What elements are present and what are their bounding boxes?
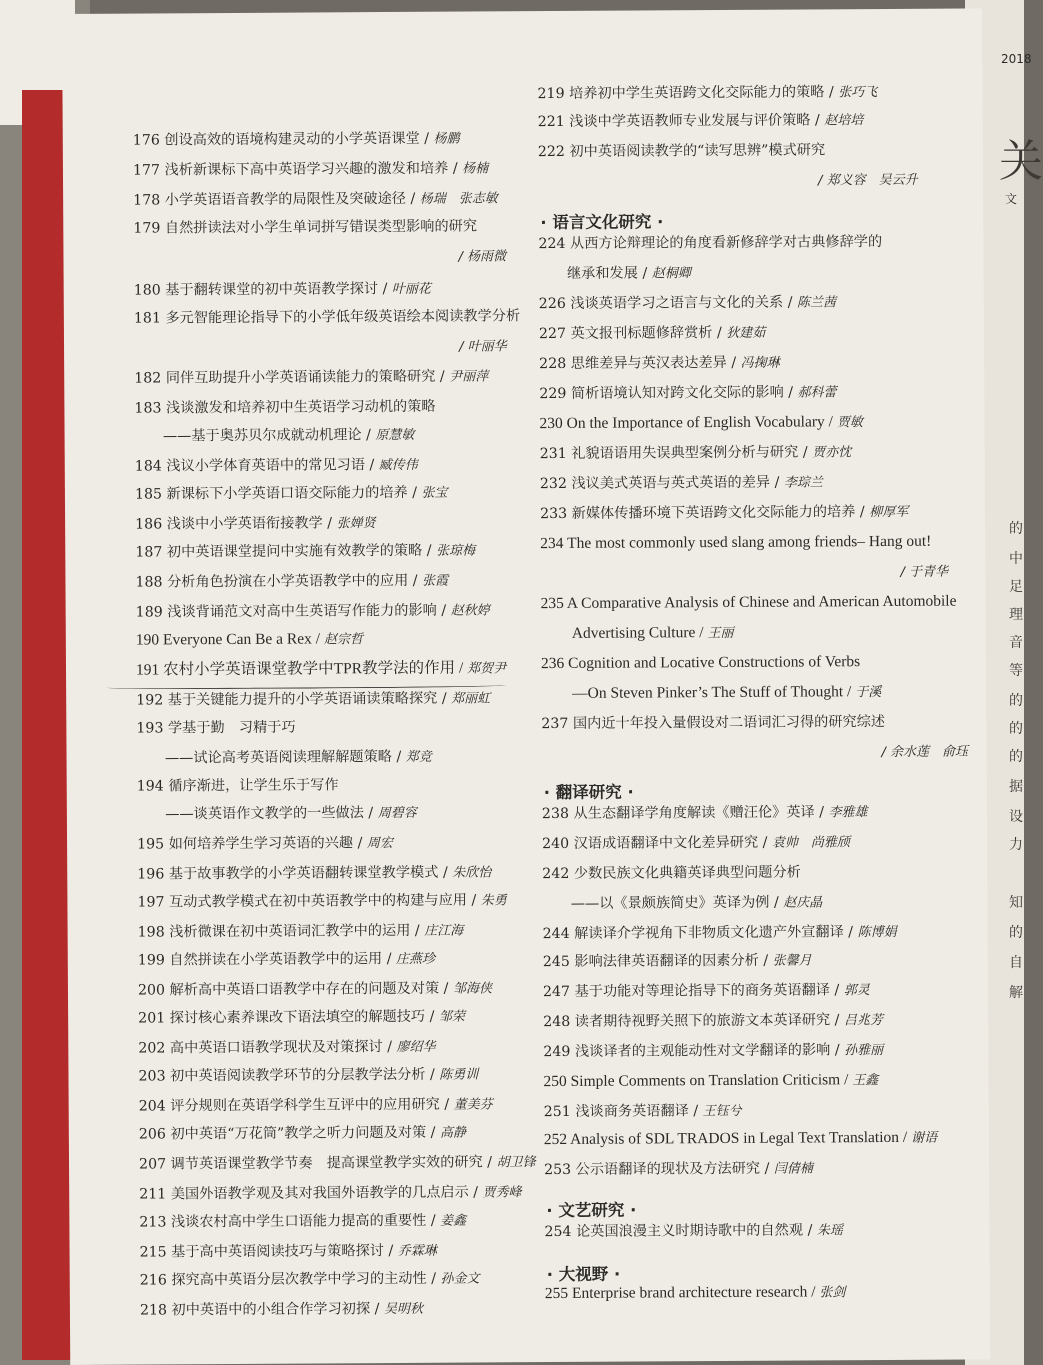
adjacent-page-char: 自 [1009, 955, 1023, 971]
toc-entry-author: 邹荣 [438, 1009, 465, 1025]
toc-entry [139, 1095, 493, 1116]
toc-entry-author: 于溪 [855, 685, 882, 701]
adjacent-page-char: 的 [1009, 693, 1023, 709]
toc-entry-author: 周碧容 [377, 805, 417, 822]
toc-entry-author: 杨楠 [462, 161, 489, 177]
toc-entry-author: 赵宗哲 [323, 632, 363, 648]
toc-entry-author: / 于青华 [900, 564, 948, 580]
toc-entry [136, 659, 506, 680]
toc-entry [537, 83, 877, 104]
toc-entry-title: ——试论高考英语阅读理解解题策略 / [136, 748, 406, 767]
toc-entry [539, 383, 836, 404]
toc-entry [543, 923, 897, 944]
section-heading: · 翻译研究 · [543, 782, 634, 803]
toc-entry [541, 593, 957, 615]
adjacent-page-char: 的 [1009, 521, 1023, 537]
toc-entry [135, 484, 448, 505]
toc-entry [540, 473, 823, 494]
toc-entry-author: 朱瑶 [816, 1223, 843, 1239]
toc-entry [542, 833, 850, 854]
toc-entry-author: / 余水莲 俞珏 [881, 744, 969, 761]
toc-entry-title: 200 解析高中英语口语教学中存在的问题及对策 / [137, 980, 453, 999]
toc-entry-author: 王钰兮 [702, 1103, 742, 1120]
toc-entry-author: 郑竞 [405, 749, 432, 765]
toc-entry [140, 1269, 480, 1290]
toc-entry [135, 572, 448, 593]
toc-entry-author: / 郑义容 吴云升 [817, 172, 918, 189]
toc-entry-author: 董美芬 [453, 1097, 493, 1113]
toc-entry-author: 朱欣怡 [452, 865, 492, 881]
toc-entry-author: 张琼梅 [436, 543, 476, 559]
toc-entry-title: 188 分析角色扮演在小学英语教学中的应用 / [135, 572, 423, 591]
toc-entry-author: 朱勇 [480, 893, 507, 909]
toc-entry [542, 864, 801, 885]
toc-entry [542, 893, 822, 914]
adjacent-page-char: 设 [1009, 809, 1023, 825]
toc-entry [134, 367, 488, 388]
toc-entry [539, 413, 862, 434]
toc-entry [138, 979, 492, 1000]
toc-entry-title: 238 从生态翻译学角度解读《赠汪伦》英译 / [541, 804, 829, 823]
toc-entry [543, 1011, 883, 1032]
toc-entry-title: 216 探究高中英语分层次教学中学习的主动性 / [139, 1270, 441, 1289]
toc-entry-title: 202 高中英语口语教学现状及对策探讨 / [138, 1038, 397, 1057]
toc-entry-author: 郭灵 [843, 983, 870, 999]
toc-entry-title: 203 初中英语阅读教学环节的分层教学法分析 / [138, 1066, 440, 1085]
toc-entry-author: 王丽 [707, 625, 734, 642]
toc-entry-title: 211 美国外语教学观及其对我国外语教学的几点启示 / [139, 1184, 483, 1203]
toc-entry-title: 186 浅谈中小学英语衔接教学 / [135, 515, 337, 533]
toc-entry-title: 196 基于故事教学的小学英语翻转课堂教学模式 / [137, 864, 453, 883]
toc-entry [541, 653, 860, 674]
toc-entry-author: 张霞 [422, 573, 449, 589]
toc-entry-title: ——以《景颇族简史》英译为例 / [542, 894, 784, 913]
toc-entry [539, 264, 691, 284]
adjacent-page-small: 文 [1005, 192, 1018, 206]
toc-entry-author: 孙金文 [440, 1271, 480, 1287]
toc-entry [900, 563, 948, 582]
toc-entry [543, 951, 812, 972]
toc-entry-author: / 杨雨微 [458, 249, 507, 265]
toc-entry [138, 1008, 465, 1029]
toc-entry-title: 194 循序渐进，让学生乐于写作 [136, 777, 339, 795]
toc-entry-title: 244 解读译介学视角下非物质文化遗产外宣翻译 / [542, 924, 858, 943]
toc-entry [540, 503, 908, 524]
toc-entry-author: 张馨月 [772, 953, 812, 969]
toc-entry-title: 185 新课标下小学英语口语交际能力的培养 / [134, 484, 422, 503]
toc-entry-author: 姜鑫 [440, 1213, 467, 1229]
toc-entry [136, 601, 490, 622]
toc-entry-author: 邹海侠 [452, 981, 492, 997]
toc-entry-title: 247 基于功能对等理论指导下的商务英语翻译 / [542, 982, 844, 1001]
toc-entry [538, 233, 882, 254]
toc-entry [138, 1065, 478, 1086]
toc-entry-title: 192 基于关键能力提升的小学英语诵读策略探究 / [136, 690, 452, 709]
toc-entry [139, 1212, 466, 1233]
toc-entry-author: 郑贺尹 [467, 661, 507, 677]
toc-entry-author: 张宝 [421, 485, 448, 501]
toc-entry-title: 195 如何培养学生学习英语的兴趣 / [137, 835, 367, 853]
toc-entry-title: 201 探讨核心素养课改下语法填空的解题技巧 / [138, 1008, 439, 1027]
toc-entry-title: 180 基于翻转课堂的初中英语教学探讨 / [133, 280, 392, 299]
toc-entry-title: 191 农村小学英语课堂教学中TPR教学法的作用 / [135, 659, 468, 679]
toc-entry [539, 324, 765, 344]
toc-entry-title: 197 互动式教学模式在初中英语教学中的构建与应用 / [137, 892, 481, 911]
toc-entry-title: 221 浅谈中学英语教师专业发展与评价策略 / [537, 112, 825, 131]
toc-entry [134, 398, 435, 419]
toc-entry [137, 804, 417, 825]
toc-entry-title: 183 浅谈激发和培养初中生英语学习动机的策略 [134, 398, 436, 417]
toc-entry-author: 赵桐卿 [651, 266, 691, 282]
toc-entry-title: 178 小学英语语音教学的局限性及突破途径 / [133, 190, 420, 209]
adjacent-page-char: 知 [1009, 895, 1023, 911]
toc-entry-title: 250 Simple Comments on Translation Criticism / [543, 1071, 853, 1091]
toc-entry-title: 248 读者期待视野关照下的旅游文本英译研究 / [543, 1012, 844, 1031]
toc-entry [140, 1300, 423, 1321]
toc-entry-title: 207 调节英语课堂教学节奏 提高课堂教学实效的研究 / [138, 1154, 497, 1173]
toc-entry [139, 1153, 536, 1174]
toc-entry-title: 226 浅谈英语学习之语言与文化的关系 / [538, 294, 798, 313]
toc-entry-title: 199 自然拼读在小学英语教学中的运用 / [137, 950, 397, 969]
adjacent-page-year: 2018 [1001, 52, 1032, 66]
section-heading: · 大视野 · [546, 1264, 621, 1285]
toc-entry [540, 443, 852, 464]
toc-entry-title: 224 从西方论辩理论的角度看新修辞学对古典修辞学的 [538, 233, 883, 253]
toc-entry-title: 249 浅谈译者的主观能动性对文学翻译的影响 / [543, 1042, 845, 1061]
toc-entry-title: 231 礼貌语语用失误典型案例分析与研究 / [539, 444, 813, 463]
toc-entry-author: 杨瑞 张志敏 [419, 191, 498, 207]
toc-entry-title: 206 初中英语“万花筒”教学之听力问题及对策 / [138, 1124, 440, 1143]
toc-entry-author: 赵庆晶 [783, 895, 823, 911]
toc-entry-title: ——谈英语作文教学的一些做法 / [136, 805, 378, 823]
toc-entry [544, 1102, 742, 1122]
adjacent-page-char: 的 [1009, 925, 1023, 941]
toc-entry-author: 赵培培 [824, 113, 864, 129]
toc-entry [133, 159, 488, 180]
toc-entry-title: 204 评分规则在英语学科学生互评中的应用研究 / [138, 1096, 454, 1115]
toc-entry [138, 922, 464, 943]
toc-entry-author: 吕兆芳 [843, 1013, 883, 1029]
toc-entry-title: 176 创设高效的语境构建灵动的小学英语课堂 / [132, 130, 434, 149]
toc-entry-author: 尹丽萍 [449, 369, 489, 385]
toc-entry [134, 280, 431, 301]
toc-entry-author: 谢语 [911, 1130, 938, 1146]
toc-entry-title: —On Steven Pinker’s The Stuff of Thought / [541, 683, 856, 703]
toc-entry-author: 冯掬琳 [740, 355, 780, 371]
toc-entry [538, 141, 825, 162]
toc-entry [544, 1129, 937, 1150]
toc-entry-title: 189 浅谈背诵范文对高中生英语写作能力的影响 / [135, 602, 451, 621]
toc-entry [140, 1242, 437, 1263]
toc-entry-title: 213 浅谈农村高中学生口语能力提高的重要性 / [139, 1212, 441, 1231]
toc-entry-title: 187 初中英语课堂提问中实施有效教学的策略 / [135, 542, 437, 561]
toc-entry-title: 181 多元智能理论指导下的小学低年级英语绘本阅读教学分析 [133, 308, 521, 327]
toc-entry [539, 293, 836, 314]
toc-entry-title: Advertising Culture / [540, 624, 708, 643]
toc-entry-author: 王鑫 [852, 1073, 879, 1089]
adjacent-page-char: 音 [1009, 635, 1023, 651]
toc-entry-author: 袁帅 尚雅颀 [771, 835, 850, 851]
toc-entry [133, 130, 460, 151]
adjacent-page-char: 的 [1009, 749, 1023, 765]
toc-entry-title: 230 On the Importance of English Vocabulary / [539, 413, 837, 433]
toc-entry [544, 1221, 843, 1242]
adjacent-page-char: 力 [1009, 837, 1023, 853]
toc-entry [136, 748, 431, 769]
toc-entry [539, 354, 780, 374]
contents-page [62, 8, 990, 1365]
toc-entry [538, 111, 864, 132]
toc-entry [458, 247, 506, 266]
contents-left-column [62, 11, 542, 1319]
adjacent-page-char: 足 [1009, 579, 1023, 595]
toc-entry-title: 222 初中英语阅读教学的“读写思辨”模式研究 [537, 142, 826, 161]
toc-entry [540, 533, 931, 554]
toc-entry [135, 456, 418, 477]
toc-entry-title: 253 公示语翻译的现状及方法研究 / [544, 1160, 774, 1179]
toc-entry-author: 高静 [439, 1125, 466, 1141]
toc-entry-title: 237 国内近十年投入量假设对二语词汇习得的研究综述 [541, 713, 886, 733]
toc-entry-title: 240 汉语成语翻译中文化差异研究 / [542, 834, 772, 853]
toc-entry [135, 514, 376, 534]
toc-entry-title: 245 影响法律英语翻译的因素分析 / [542, 952, 773, 971]
toc-entry-author: 李雅雄 [828, 805, 868, 821]
toc-entry-author: 吴明秋 [383, 1301, 423, 1318]
toc-entry-title: 198 浅析微课在初中英语词汇教学中的运用 / [137, 922, 425, 941]
toc-entry-title: 227 英文报刊标题修辞赏析 / [538, 324, 727, 343]
toc-entry-title: 255 Enterprise brand architecture research / [544, 1283, 820, 1303]
toc-entry [137, 891, 506, 912]
toc-entry-author: 贾敏 [836, 415, 863, 431]
toc-entry-title: 251 浅谈商务英语翻译 / [543, 1103, 703, 1121]
adjacent-page-char: 的 [1009, 721, 1023, 737]
toc-entry-author: 李琮兰 [783, 475, 823, 491]
toc-entry-title: 184 浅议小学体育英语中的常见习语 / [134, 457, 379, 475]
toc-entry-author: 庄燕珍 [395, 951, 436, 967]
adjacent-page-title: 关 [999, 136, 1043, 187]
toc-entry [542, 803, 868, 824]
adjacent-page-char: 解 [1009, 985, 1023, 1001]
toc-entry-title: 179 自然拼读法对小学生单词拼写错误类型影响的研究 [133, 218, 478, 237]
toc-entry-author: 柳厚军 [869, 504, 909, 521]
toc-entry-author: 胡卫锋 [496, 1155, 536, 1171]
toc-entry-title: 182 同伴互助提升小学英语诵读能力的策略研究 / [134, 368, 450, 387]
toc-entry [134, 307, 520, 328]
toc-entry [545, 1283, 846, 1304]
toc-entry-title: 继承和发展 / [538, 265, 652, 283]
toc-entry [135, 541, 475, 562]
toc-entry [135, 426, 415, 447]
toc-entry-title: 252 Analysis of SDL TRADOS in Legal Text Translation / [543, 1128, 912, 1149]
toc-entry-author: 庄江海 [424, 923, 464, 939]
toc-entry-author: 乔霖琳 [397, 1243, 437, 1259]
toc-entry-title: 219 培养初中学生英语跨文化交际能力的策略 / [537, 84, 839, 103]
toc-entry-title: ——基于奥苏贝尔成就动机理论 / [134, 427, 376, 445]
toc-entry-author: 张婵贤 [336, 516, 376, 532]
toc-entry [138, 1038, 435, 1059]
toc-entry-author: 周宏 [366, 835, 393, 852]
toc-entry [881, 742, 968, 762]
toc-entry-title: 232 浅议美式英语与英式英语的差异 / [539, 474, 784, 493]
toc-entry [136, 630, 363, 650]
toc-entry-author: 陈博娟 [857, 924, 897, 941]
toc-entry-title: 228 思维差异与英汉表达差异 / [539, 354, 741, 373]
toc-entry-author: 廖绍华 [396, 1039, 436, 1055]
toc-entry-author: 陈勇训 [439, 1067, 479, 1083]
adjacent-page-char: 中 [1009, 551, 1023, 567]
toc-entry [133, 189, 498, 210]
toc-entry [133, 217, 477, 238]
toc-entry-author: / 叶丽华 [458, 339, 507, 355]
toc-entry-title: 242 少数民族文化典籍英译典型问题分析 [542, 864, 801, 883]
adjacent-page-char: 理 [1009, 607, 1023, 623]
toc-entry-title: 254 论英国浪漫主义时期诗歌中的自然观 / [544, 1222, 817, 1241]
toc-entry [137, 863, 491, 884]
toc-entry-title: 190 Everyone Can Be a Rex / [135, 630, 324, 649]
toc-entry-title: 236 Cognition and Locative Constructions of Verbs [540, 653, 861, 673]
toc-entry [541, 624, 734, 644]
toc-entry-title: 218 初中英语中的小组合作学习初探 / [139, 1301, 384, 1319]
toc-entry [818, 171, 918, 191]
toc-entry-author: 原慧敏 [375, 427, 415, 444]
toc-entry-author: 贾秀峰 [482, 1185, 522, 1201]
toc-entry [139, 1124, 466, 1145]
toc-entry-author: 杨鹏 [433, 131, 460, 147]
toc-entry-title: 233 新媒体传播环境下英语跨文化交际能力的培养 / [540, 504, 870, 523]
toc-entry-title: 234 The most commonly used slang among friends– Hang out! [540, 532, 932, 553]
toc-entry [137, 776, 339, 796]
toc-entry [139, 1183, 521, 1204]
contents-right-column [517, 8, 987, 1303]
toc-entry-author: 郝科蕾 [797, 385, 837, 401]
toc-entry-title: 177 浅析新课标下高中英语学习兴趣的激发和培养 / [132, 160, 463, 179]
toc-entry [137, 834, 393, 855]
toc-entry-author: 张巧飞 [838, 85, 878, 101]
toc-entry-title: 215 基于高中英语阅读技巧与策略探讨 / [139, 1242, 398, 1261]
toc-entry [541, 713, 885, 734]
toc-entry [543, 981, 870, 1002]
toc-entry-author: 闫倩楠 [773, 1161, 813, 1177]
toc-entry [541, 683, 881, 704]
toc-entry [543, 1041, 883, 1062]
toc-entry-title: 229 简析语境认知对跨文化交际的影响 / [539, 384, 798, 403]
toc-entry-author: 贾亦忱 [812, 445, 852, 461]
adjacent-page-char: 据 [1009, 779, 1023, 795]
toc-entry [544, 1159, 813, 1180]
section-heading: · 语言文化研究 · [540, 212, 664, 233]
toc-entry-author: 陈兰茜 [796, 295, 837, 311]
toc-entry-author: 郑丽虹 [451, 691, 491, 707]
toc-entry [543, 1071, 878, 1092]
toc-entry [136, 689, 490, 710]
adjacent-page-char: 等 [1009, 663, 1023, 679]
toc-entry-title: 193 学基于勤 习精于巧 [136, 719, 296, 737]
toc-entry [138, 950, 435, 971]
toc-entry-author: 狄建茹 [726, 325, 766, 341]
section-heading: · 文艺研究 · [546, 1200, 637, 1221]
toc-entry-author: 臧传伟 [378, 457, 418, 474]
toc-entry [136, 719, 295, 739]
toc-entry-author: 叶丽花 [391, 281, 431, 297]
toc-entry-title: 235 A Comparative Analysis of Chinese and American Automobile [540, 592, 957, 613]
toc-entry-author: 孙雅丽 [844, 1043, 884, 1059]
toc-entry-author: 赵秋婷 [450, 603, 490, 619]
toc-entry [459, 337, 507, 356]
toc-entry-author: 张剑 [819, 1285, 846, 1301]
